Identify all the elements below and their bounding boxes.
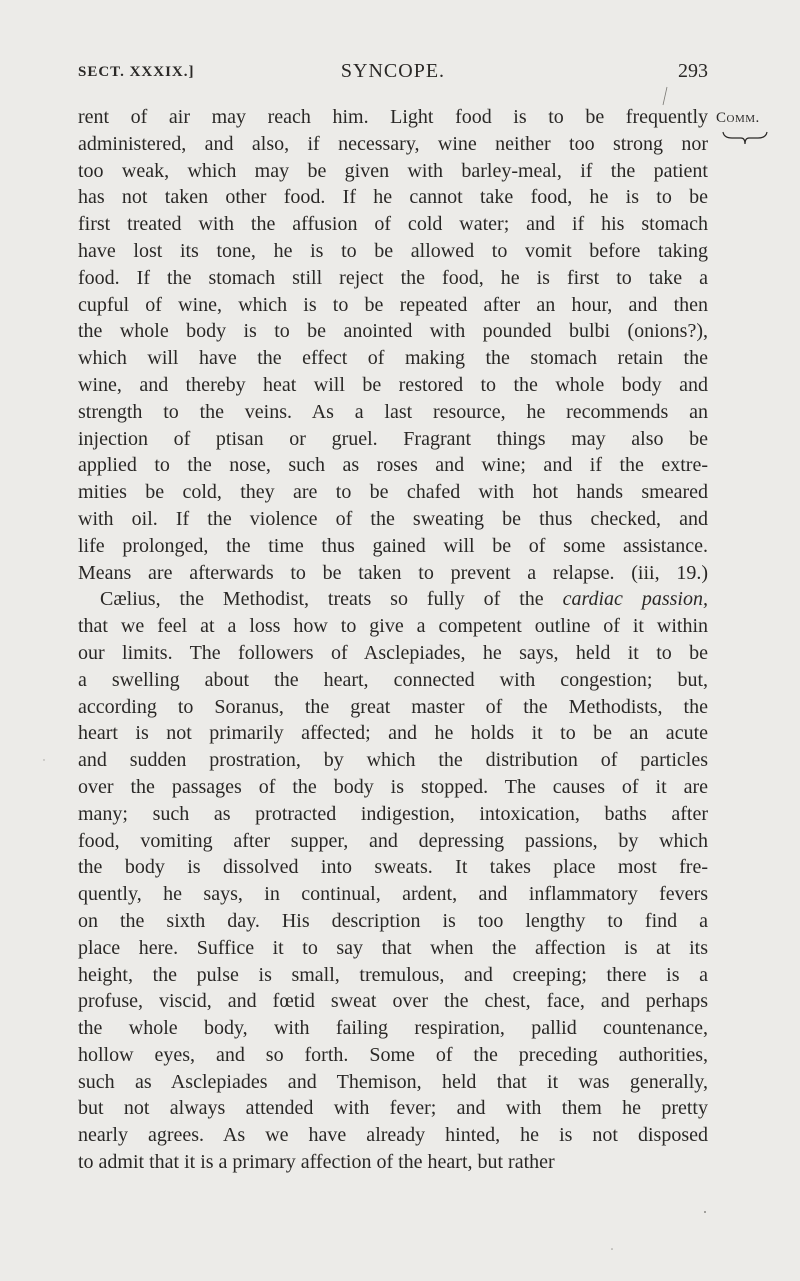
margin-brace bbox=[722, 130, 768, 146]
text-line: the whole body is to be anointed with pounded bulbi (onions?), bbox=[78, 320, 708, 343]
text-line: wine, and thereby heat will be restored to the whole body and bbox=[78, 373, 708, 396]
text-line: place here. Suffice it to say that when the affection is at its bbox=[78, 936, 708, 959]
text-line: with oil. If the violence of the sweating be thus checked, and bbox=[78, 507, 708, 530]
text-line: hollow eyes, and so forth. Some of the preceding authorities, bbox=[78, 1043, 708, 1066]
paragraph-2 bbox=[78, 586, 708, 1176]
text-line: which will have the effect of making the stomach retain the bbox=[78, 347, 708, 370]
text-line: heart is not primarily affected; and he holds it to be an acute bbox=[78, 722, 708, 745]
ink-tick-mark bbox=[660, 86, 670, 106]
text-line: life prolonged, the time thus gained will be of some assistance. bbox=[78, 534, 708, 557]
text-line: administered, and also, if necessary, wine neither too strong nor bbox=[78, 132, 708, 155]
italic-term: cardiac passion, bbox=[562, 588, 708, 611]
text-line: first treated with the affusion of cold water; and if his stomach bbox=[78, 213, 708, 236]
section-reference: SECT. XXXIX.] bbox=[78, 64, 195, 80]
text-line: Means are afterwards to be taken to prevent a relapse. (iii, 19.) bbox=[78, 561, 708, 584]
text-line: food, vomiting after supper, and depressing passions, by which bbox=[78, 829, 708, 852]
text-line: the whole body, with failing respiration, pallid countenance, bbox=[78, 1017, 708, 1040]
text-line: our limits. The followers of Asclepiades, he says, held it to be bbox=[78, 641, 708, 664]
text-line: have lost its tone, he is to be allowed to vomit before taking bbox=[78, 239, 708, 262]
text-line: a swelling about the heart, connected with congestion; but, bbox=[78, 668, 708, 691]
text-line: has not taken other food. If he cannot take food, he is to be bbox=[78, 186, 708, 209]
text-line: and sudden prostration, by which the distribution of particles bbox=[78, 749, 708, 772]
text-line: on the sixth day. His description is too lengthy to find a bbox=[78, 909, 708, 932]
text-line: quently, he says, in continual, ardent, and inflammatory fevers bbox=[78, 883, 708, 906]
text-line: the body is dissolved into sweats. It takes place most fre- bbox=[78, 856, 708, 879]
text-run: Cælius, the Methodist, treats so fully of the bbox=[100, 588, 563, 611]
text-line: but not always attended with fever; and with them he pretty bbox=[78, 1097, 708, 1120]
text-line: such as Asclepiades and Themison, held that it was generally, bbox=[78, 1070, 708, 1093]
text-line: many; such as protracted indigestion, intoxication, baths after bbox=[78, 802, 708, 825]
text-line: mities be cold, they are to be chafed with hot hands smeared bbox=[78, 481, 708, 504]
margin-note: Comm. bbox=[716, 110, 760, 126]
text-line: too weak, which may be given with barley-meal, if the patient bbox=[78, 159, 708, 182]
text-line: nearly agrees. As we have already hinted, he is not disposed bbox=[78, 1124, 708, 1147]
text-line: according to Soranus, the great master of the Methodists, the bbox=[78, 695, 708, 718]
text-line: rent of air may reach him. Light food is to be frequently bbox=[78, 106, 708, 128]
running-title: SYNCOPE. bbox=[340, 60, 446, 82]
body-text bbox=[78, 104, 708, 1176]
text-line: cupful of wine, which is to be repeated after an hour, and then bbox=[78, 293, 708, 316]
text-line: height, the pulse is small, tremulous, and creeping; there is a bbox=[78, 963, 708, 986]
text-line: strength to the veins. As a last resource, he recommends an bbox=[78, 400, 708, 423]
text-line: profuse, viscid, and fœtid sweat over the chest, face, and perhaps bbox=[78, 990, 708, 1013]
paragraph-1 bbox=[78, 104, 708, 586]
text-line: that we feel at a loss how to give a competent outline of it within bbox=[78, 615, 708, 638]
text-line: food. If the stomach still reject the food, he is first to take a bbox=[78, 266, 708, 289]
text-line: over the passages of the body is stopped. The causes of it are bbox=[78, 775, 708, 798]
text-line bbox=[78, 586, 708, 613]
text-line: injection of ptisan or gruel. Fragrant things may also be bbox=[78, 427, 708, 450]
page-number: 293 bbox=[678, 60, 708, 82]
text-line: to admit that it is a primary affection of the heart, but rather bbox=[78, 1151, 555, 1174]
text-line: applied to the nose, such as roses and wine; and if the extre- bbox=[78, 454, 708, 477]
running-header bbox=[78, 58, 708, 88]
